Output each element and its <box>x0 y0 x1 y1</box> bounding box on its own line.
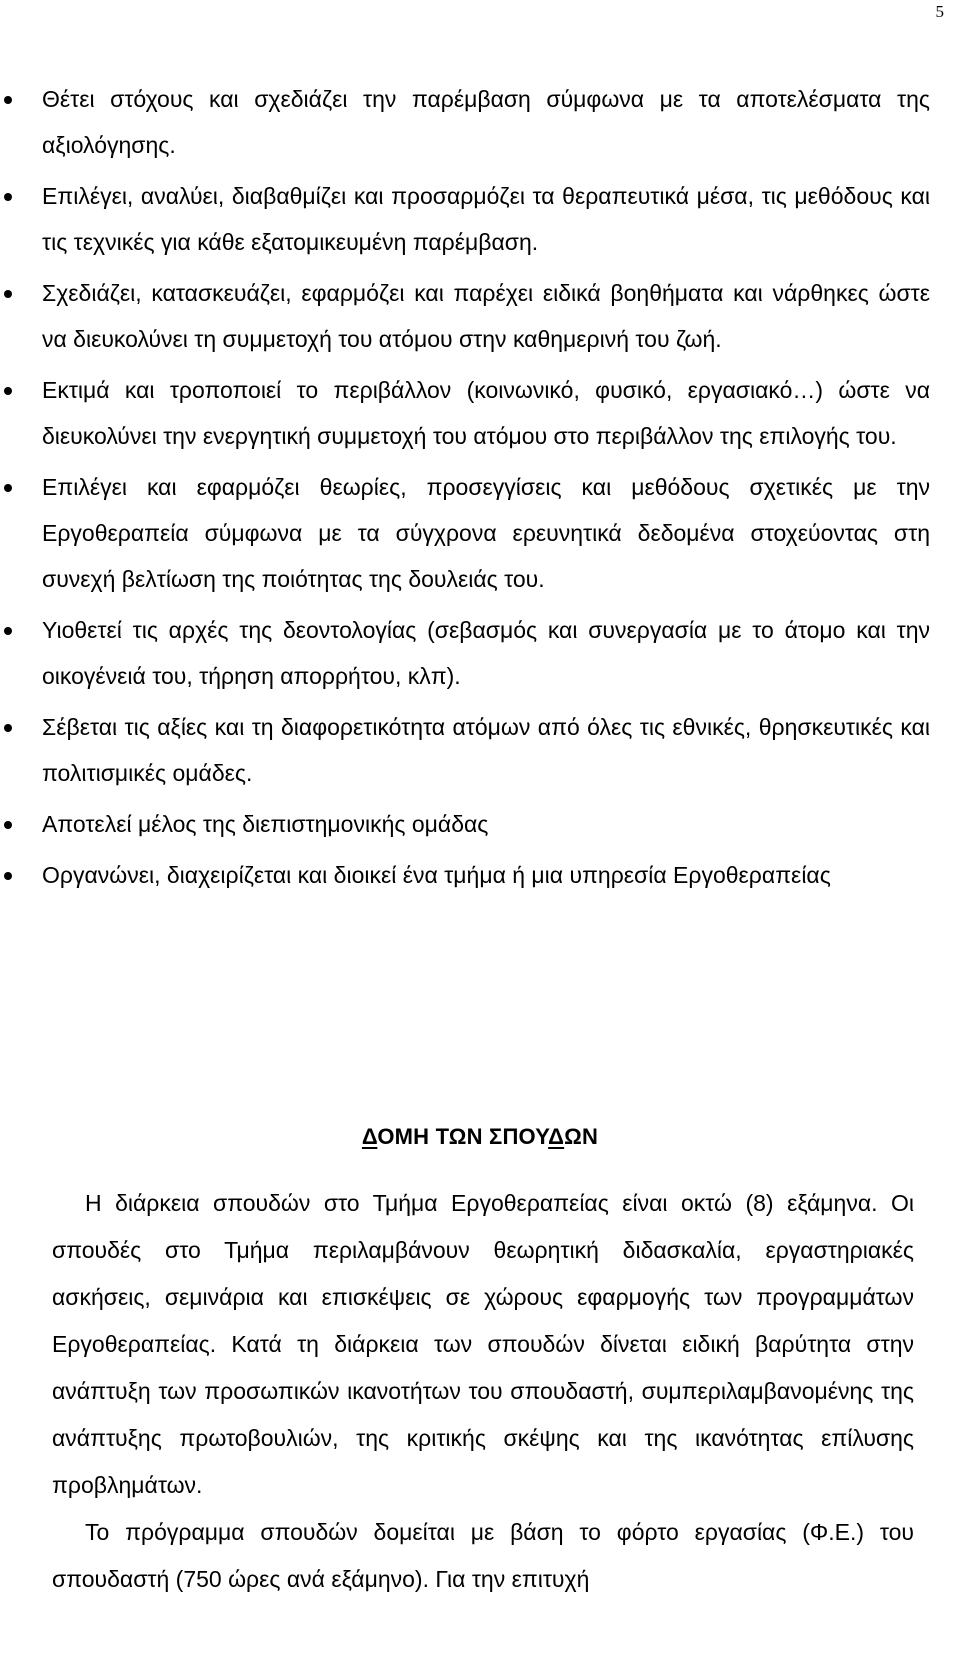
heading-underlined-letter: Δ <box>361 1124 378 1149</box>
bullet-item <box>0 704 960 796</box>
bullet-item <box>0 464 960 602</box>
bullet-item <box>0 367 960 459</box>
bullet-item <box>0 607 960 699</box>
bullet-dot-icon <box>4 821 12 829</box>
bullet-item <box>0 173 960 265</box>
body-text <box>52 1180 914 1603</box>
bullet-text: Υιοθετεί τις αρχές της δεοντολογίας (σεβασμός και συνεργασία με το άτομο και την οικογένειά του, τήρηση απορρήτου, κλπ). <box>42 617 930 689</box>
bullet-text: Εκτιμά και τροποποιεί το περιβάλλον (κοινωνικό, φυσικό, εργασιακό…) ώστε να διευκολύνει την ενεργητική συμμετοχή του ατόμου στο περιβάλλον της επιλογής του. <box>42 377 930 449</box>
bullet-dot-icon <box>4 484 12 492</box>
bullet-dot-icon <box>4 872 12 880</box>
bullet-dot-icon <box>4 193 12 201</box>
body-paragraph: Η διάρκεια σπουδών στο Τμήμα Εργοθεραπείας είναι οκτώ (8) εξάμηνα. Οι σπουδές στο Τμήμα περιλαμβάνουν θεωρητική διδασκαλία, εργαστηριακές ασκήσεις, σεμινάρια και επισκέψεις σε χώρους εφαρμογής των προγραμμάτων Εργοθεραπείας. Κατά τη διάρκεια των σπουδών δίνεται ειδική βαρύτητα στην ανάπτυξη των προσωπικών ικανοτήτων του σπουδαστή, συμπεριλαμβανομένης της ανάπτυξης πρωτοβουλιών, της κριτικής σκέψης και της ικανότητας επίλυσης προβλημάτων. <box>52 1190 914 1498</box>
bullet-dot-icon <box>4 96 12 104</box>
heading-underlined-letter: Δ <box>548 1124 565 1149</box>
heading-text-end: ΩΝ <box>564 1124 599 1149</box>
bullet-dot-icon <box>4 387 12 395</box>
bullet-text: Επιλέγει, αναλύει, διαβαθμίζει και προσαρμόζει τα θεραπευτικά μέσα, τις μεθόδους και τις τεχνικές για κάθε εξατομικευμένη παρέμβαση. <box>42 183 930 255</box>
bullet-text: Σχεδιάζει, κατασκευάζει, εφαρμόζει και παρέχει ειδικά βοηθήματα και νάρθηκες ώστε να διευκολύνει τη συμμετοχή του ατόμου στην καθημερινή του ζωή. <box>42 280 930 352</box>
competency-bullet-list <box>0 76 960 903</box>
bullet-text: Οργανώνει, διαχειρίζεται και διοικεί ένα τμήμα ή μια υπηρεσία Εργοθεραπείας <box>42 862 831 888</box>
bullet-dot-icon <box>4 627 12 635</box>
bullet-item <box>0 801 960 847</box>
body-paragraph: Το πρόγραμμα σπουδών δομείται με βάση το φόρτο εργασίας (Φ.Ε.) του σπουδαστή (750 ώρες ανά εξάμηνο). Για την επιτυχή <box>52 1519 914 1592</box>
bullet-text: Σέβεται τις αξίες και τη διαφορετικότητα ατόμων από όλες τις εθνικές, θρησκευτικές και πολιτισμικές ομάδες. <box>42 714 930 786</box>
heading-text-middle: ΟΜΗ ΤΩΝ ΣΠΟΥ <box>377 1124 549 1149</box>
page-number: 5 <box>935 2 944 21</box>
bullet-item <box>0 76 960 168</box>
bullet-text: Επιλέγει και εφαρμόζει θεωρίες, προσεγγίσεις και μεθόδους σχετικές με την Εργοθεραπεία σύμφωνα με τα σύγχρονα ερευνητικά δεδομένα στοχεύοντας στη συνεχή βελτίωση της ποιότητας της δουλειάς του. <box>42 474 930 592</box>
bullet-dot-icon <box>4 290 12 298</box>
bullet-text: Θέτει στόχους και σχεδιάζει την παρέμβαση σύμφωνα με τα αποτελέσματα της αξιολόγησης. <box>42 86 930 158</box>
bullet-dot-icon <box>4 724 12 732</box>
section-heading <box>0 1122 960 1152</box>
bullet-text: Αποτελεί μέλος της διεπιστημονικής ομάδας <box>42 811 489 837</box>
bullet-item <box>0 270 960 362</box>
bullet-item <box>0 852 960 898</box>
